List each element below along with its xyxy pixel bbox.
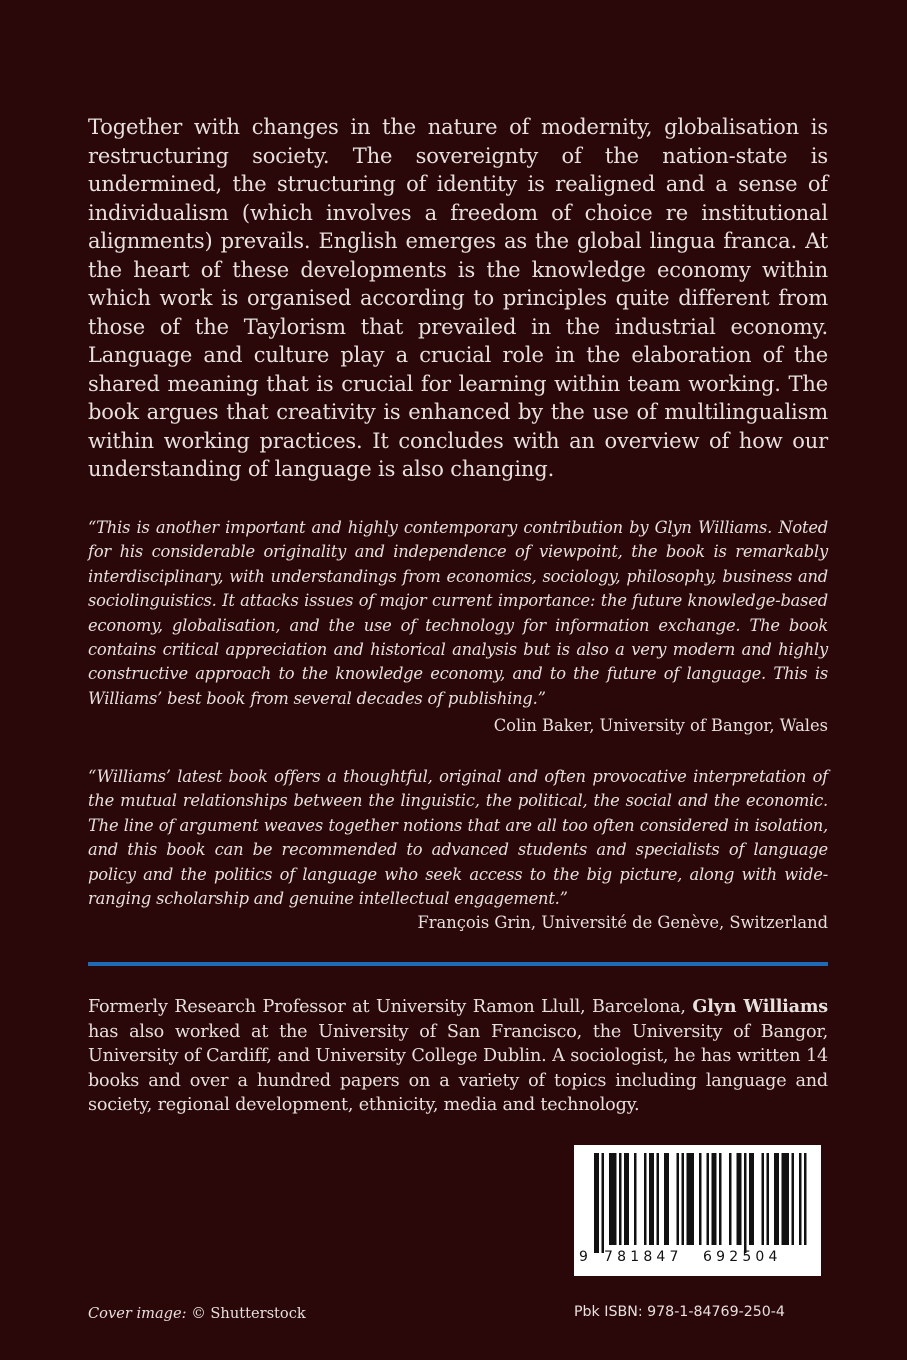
barcode-bar [682,1153,685,1245]
barcode-digit-group-left: 781847 [604,1249,683,1265]
review-attribution-grin: François Grin, Université de Genève, Switzerland [417,913,828,932]
barcode-digit-group-right: 692504 [703,1249,782,1265]
back-cover-blurb: Together with changes in the nature of modernity, globalisation is restructuring society. The sovereignty of the nation-state is undermined, the structuring of identity is realigned and a sense of individualism (which involves a freedom of choice re institutional alignments) prevails. English emerges as the global lingua franca. At the heart of these developments is the knowledge economy within which work is organised according to principles quite different from those of the Taylorism that prevailed in the industrial economy. Language and culture play a crucial role in the elaboration of the shared meaning that is crucial for learning within team working. The book argues that creativity is enhanced by the use of multilingualism within working practices. It concludes with an overview of how our understanding of language is also changing. [88,115,828,481]
barcode-bar [699,1153,702,1245]
barcode-bar [767,1153,770,1245]
review-quote-baker: “This is another important and highly contemporary contribution by Glyn Williams. Noted for his considerable originality and independence of viewpoint, the book is remarkably interdisciplinary, with understandings from economics, sociology, philosophy, business and sociolinguistics. It attacks issues of major current importance: the future knowledge-based economy, globalisation, and the use of technology for information exchange. The book contains critical appreciation and historical analysis but is also a very modern and highly constructive approach to the knowledge economy, and to the future of language. This is Williams’ best book from several decades of publishing.” [88,518,828,708]
isbn-barcode [574,1145,821,1276]
barcode-bar [624,1153,629,1245]
barcode-bar [619,1153,622,1245]
barcode-bar [602,1153,605,1253]
barcode-bar [677,1153,680,1245]
barcode-bar [609,1153,617,1245]
barcode-bar [644,1153,647,1245]
barcode-bar [737,1153,742,1245]
section-divider [88,962,828,966]
author-bio-rest: has also worked at the University of San Francisco, the University of Bangor, University of Cardiff, and University College Dublin. A sociologist, he has written 14 books and over a hundred papers on a variety of topics including language and society, regional development, ethnicity, media and technology. [88,1021,828,1115]
author-bio-intro: Formerly Research Professor at University Ramon Llull, Barcelona, [88,997,693,1017]
barcode-bar [799,1153,802,1245]
barcode-bar [657,1153,660,1245]
barcode-bar [762,1153,765,1245]
cover-image-credit [88,1305,306,1322]
barcode-digit-prefix: 9 [579,1249,588,1265]
barcode-bar [749,1153,754,1245]
barcode-bar [774,1153,779,1245]
barcode-bar [804,1153,807,1245]
isbn-text: Pbk ISBN: 978-1-84769-250-4 [574,1304,785,1320]
review-quote-grin: “Williams’ latest book offers a thoughtful, original and often provocative interpretation of the mutual relationships between the linguistic, the political, the social and the economic. The line of argument weaves together notions that are all too often considered in isolation, and this book can be recommended to advanced students and specialists of language policy and the politics of language who seek access to the big picture, along with wide-ranging scholarship and genuine intellectual engagement.” [88,767,828,909]
barcode-bar [744,1153,747,1253]
barcode-bar [782,1153,790,1245]
barcode-bar [712,1153,717,1245]
cover-credit-label: Cover image: [88,1305,187,1322]
cover-credit-value: © Shutterstock [186,1305,306,1322]
barcode-bar [664,1153,669,1245]
barcode-bar [634,1153,637,1245]
author-name: Glyn Williams [692,996,828,1017]
barcode-bar [594,1153,599,1253]
barcode-bar [707,1153,710,1245]
barcode-bar [719,1153,722,1245]
barcode-bar [729,1153,732,1245]
barcode-bar [687,1153,695,1245]
author-bio [88,995,828,1118]
barcode-bar [649,1153,654,1245]
barcode-bar [792,1153,795,1245]
review-attribution-baker: Colin Baker, University of Bangor, Wales [493,716,828,735]
